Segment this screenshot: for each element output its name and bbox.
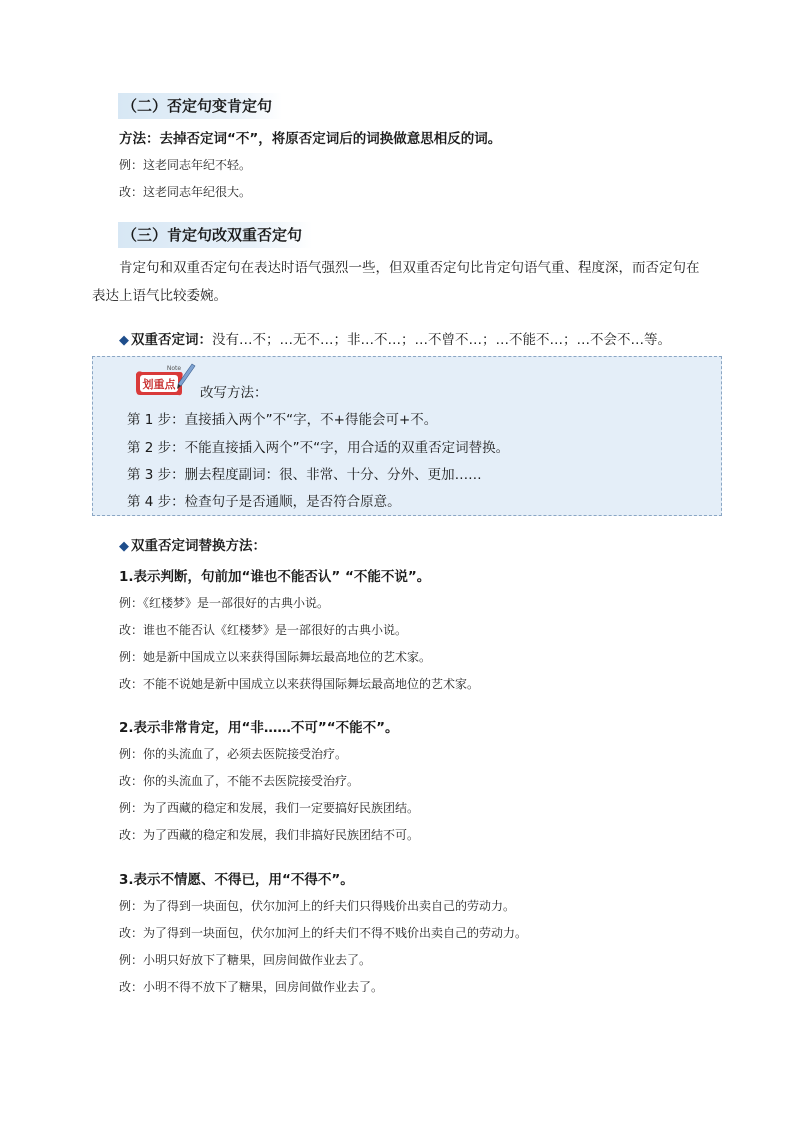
diamond-bullet-icon: ◆ bbox=[119, 333, 129, 348]
example-line: 例：这老同志年纪不轻。 bbox=[119, 158, 252, 172]
step-1: 第 1 步：直接插入两个”不“字，不+得能会可+不。 bbox=[127, 412, 438, 428]
group-title-3: 3.表示不情愿、不得已，用“不得不”。 bbox=[119, 872, 354, 888]
step-3: 第 3 步：删去程度副词：很、非常、十分、分外、更加…… bbox=[127, 467, 482, 483]
group-3-line: 改：小明不得不放下了糖果，回房间做作业去了。 bbox=[119, 980, 384, 994]
group-3-line: 改：为了得到一块面包，伏尔加河上的纤夫们不得不贱价出卖自己的劳动力。 bbox=[119, 926, 528, 940]
paragraph-line-2: 表达上语气比较委婉。 bbox=[92, 288, 227, 304]
group-2-line: 例：你的头流血了，必须去医院接受治疗。 bbox=[119, 747, 348, 761]
group-1-line: 改：不能不说她是新中国成立以来获得国际舞坛最高地位的艺术家。 bbox=[119, 677, 480, 691]
step-2: 第 2 步：不能直接插入两个”不“字，用合适的双重否定词替换。 bbox=[127, 440, 510, 456]
group-3-line: 例：小明只好放下了糖果，回房间做作业去了。 bbox=[119, 953, 372, 967]
badge-text: 划重点 bbox=[142, 378, 176, 391]
method-line: 方法：去掉否定词“不”，将原否定词后的词换做意思相反的词。 bbox=[119, 131, 502, 147]
step-4: 第 4 步：检查句子是否通顺，是否符合原意。 bbox=[127, 494, 401, 510]
group-1-line: 例：《红楼梦》是一部很好的古典小说。 bbox=[119, 596, 330, 610]
section-heading-3: （三）肯定句改双重否定句 bbox=[118, 222, 312, 248]
badge-note-text: Note bbox=[166, 365, 182, 372]
group-2-line: 改：你的头流血了，不能不去医院接受治疗。 bbox=[119, 774, 360, 788]
group-2-line: 例：为了西藏的稳定和发展，我们一定要搞好民族团结。 bbox=[119, 801, 420, 815]
group-title-2: 2.表示非常肯定，用“非……不可”“不能不”。 bbox=[119, 720, 399, 736]
group-2-line: 改：为了西藏的稳定和发展，我们非搞好民族团结不可。 bbox=[119, 828, 420, 842]
group-1-line: 改：谁也不能否认《红楼梦》是一部很好的古典小说。 bbox=[119, 623, 408, 637]
key-point-badge-icon bbox=[132, 362, 196, 402]
group-3-line: 例：为了得到一块面包，伏尔加河上的纤夫们只得贱价出卖自己的劳动力。 bbox=[119, 899, 516, 913]
replace-method-label: ◆ 双重否定词替换方法： bbox=[119, 538, 266, 554]
double-negative-words bbox=[119, 328, 671, 348]
diamond-bullet-icon: ◆ bbox=[119, 539, 129, 554]
box-title: 改写方法： bbox=[200, 385, 268, 401]
words-list: 没有…不；…无不…；非…不…；…不曾不…；…不能不…；…不会不…等。 bbox=[212, 332, 671, 348]
section-heading-2: （二）否定句变肯定句 bbox=[118, 93, 282, 119]
words-label: 双重否定词： bbox=[131, 332, 212, 348]
group-title-1: 1.表示判断，句前加“谁也不能否认” “不能不说”。 bbox=[119, 569, 431, 585]
revised-line: 改：这老同志年纪很大。 bbox=[119, 185, 252, 199]
group-1-line: 例：她是新中国成立以来获得国际舞坛最高地位的艺术家。 bbox=[119, 650, 432, 664]
paragraph-line-1: 肯定句和双重否定句在表达时语气强烈一些，但双重否定句比肯定句语气重、程度深，而否定句在 bbox=[119, 260, 700, 276]
